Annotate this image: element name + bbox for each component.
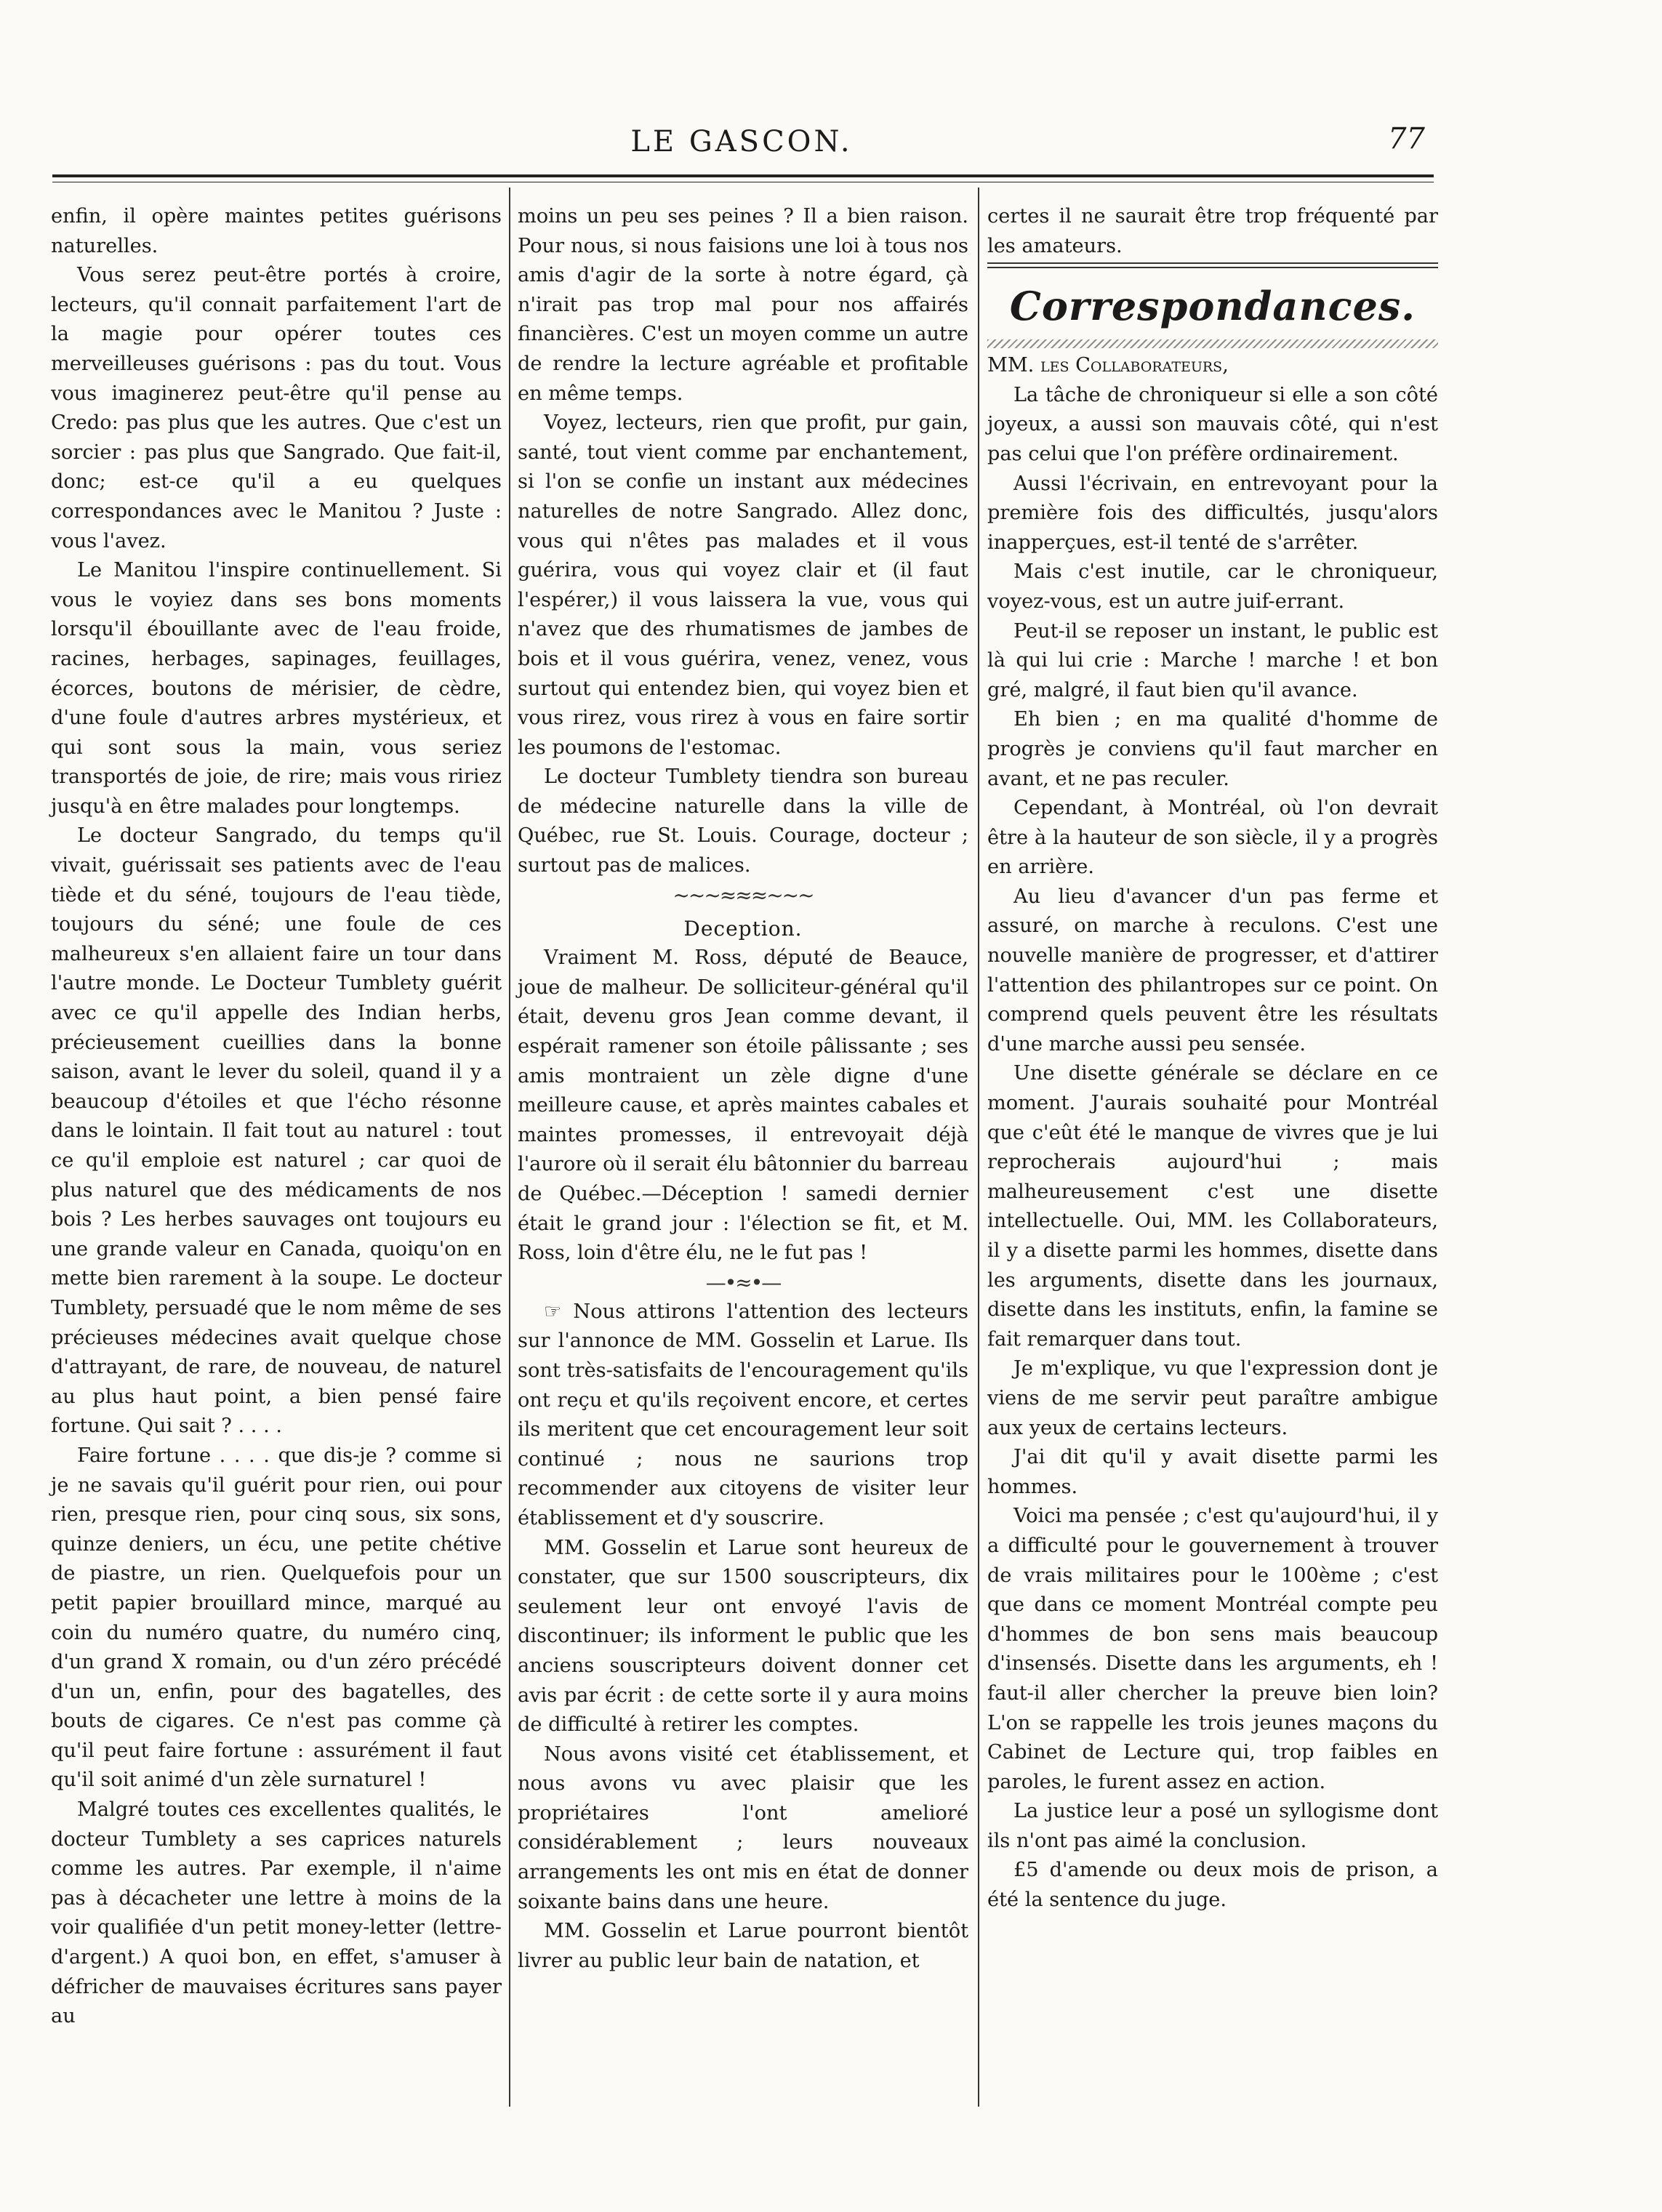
- column-separator-2: [978, 188, 979, 2107]
- paragraph: MM. Gosselin et Larue pourront bientôt livrer au public leur bain de natation, et: [518, 1920, 968, 1972]
- paragraph: Eh bien ; en ma qualité d'homme de progrès je conviens qu'il faut marcher en avant, et ne pas reculer.: [987, 708, 1438, 790]
- paragraph: Nous avons visité cet établissement, et nous avons vu avec plaisir que les propriétaires l'ont amelioré considérablement ; leurs nouveaux arrangements les ont mis en état de donner soixante bains dans une heure.: [518, 1742, 968, 1913]
- paragraph: Mais c'est inutile, car le chroniqueur, voyez-vous, est un autre juif-errant.: [987, 560, 1438, 613]
- paragraph: La tâche de chroniqueur si elle a son côté joyeux, a aussi son mauvais côté, qui n'est pas celui que l'on préfère ordinairement.: [987, 383, 1438, 465]
- column-3: [987, 202, 1438, 1915]
- article-correspondances: [987, 381, 1438, 1915]
- paragraph: Faire fortune . . . . que dis-je ? comme si je ne savais qu'il guérit pour rien, oui pour rien, presque rien, pour cinq sous, six sons, quinze deniers, un écu, une petite chétive de piastre, un rien. Quelquefois pour un petit papier brouillard mince, marqué au coin du numéro quatre, du numéro cinq, d'un grand X romain, ou d'un zéro précédé d'un un, enfin, pour des bagatelles, des bouts de cigares. Ce n'est pas comme çà qu'il peut faire fortune : assurément il faut qu'il soit animé d'un zèle surnaturel !: [51, 1444, 502, 1792]
- salutation: MM. les Collaborateurs,: [987, 354, 1229, 377]
- paragraph: La justice leur a posé un syllogisme dont ils n'ont pas aimé la conclusion.: [987, 1800, 1438, 1852]
- column-separator-1: [509, 188, 510, 2107]
- header-rule-thick: [52, 174, 1434, 177]
- paragraph: Voici ma pensée ; c'est qu'aujourd'hui, il y a difficulté pour le gouvernement à trouver de vrais militaires pour le 100ème ; c'est que dans ce moment Montréal compte peu d'hommes de bon sens mais beaucoup d'insensés. Disette dans les arguments, eh ! faut-il aller chercher la preuve bien loin? L'on se rappelle les trois jeunes maçons du Cabinet de Lecture qui, trop faibles en paroles, le furent assez en action.: [987, 1505, 1438, 1793]
- page-header: [58, 122, 1425, 169]
- article-deception: [518, 944, 968, 1268]
- paragraph: Le docteur Tumblety tiendra son bureau de médecine naturelle dans la ville de Québec, rue St. Louis. Courage, docteur ; surtout pas de malices.: [518, 765, 968, 877]
- ornamental-divider: ~~~≈≈≈~~~: [673, 882, 814, 907]
- double-rule: [987, 262, 1438, 268]
- page-number: 77: [1388, 122, 1425, 156]
- article-end: [987, 202, 1438, 261]
- wavy-rule: [987, 339, 1438, 348]
- small-divider: —•≈•—: [705, 1270, 781, 1295]
- paragraph: Vraiment M. Ross, député de Beauce, joue de malheur. De solliciteur-général qu'il était, devenu gros Jean comme devant, il espérait ramener son étoile pâlissante ; ses amis montraient un zèle digne d'une meilleure cause, et après maintes cabales et maintes promesses, il entrevoyait déjà l'aurore où il serait élu bâtonnier du barreau de Québec.—Déception ! samedi dernier était le grand jour : l'élection se fit, et M. Ross, loin d'être élu, ne le fut pas !: [518, 946, 968, 1265]
- paragraph: Le docteur Sangrado, du temps qu'il vivait, guérissait ses patients avec de l'eau tiède et du séné, toujours de l'eau tiède, toujours du séné; une foule de ces malheureux s'en allaient faire un tour dans l'autre monde. Le Docteur Tumblety guérit avec ce qu'il appelle des Indian herbs, précieusement cueillies dans la bonne saison, avant le lever du soleil, quand il y a beaucoup d'étoiles et que l'écho résonne dans le lointain. Il fait tout au naturel : tout ce qu'il emploie est naturel ; car quoi de plus naturel que des médicaments de nos bois ? Les herbes sauvages ont toujours eu une grande valeur en Canada, quoiqu'on en mette bien rarement à la soupe. Le docteur Tumblety, persuadé que le nom même de ses précieuses médecines avait quelque chose d'attrayant, de rare, de nouveau, de naturel au plus haut point, a bien pensé faire fortune. Qui sait ? . . . .: [51, 824, 502, 1438]
- paragraph: Peut-il se reposer un instant, le public est là qui lui crie : Marche ! marche ! et bon gré, malgré, il faut bien qu'il avance.: [987, 619, 1438, 701]
- paragraph: Cependant, à Montréal, où l'on devrait être à la hauteur de son siècle, il y a progrès en arrière.: [987, 797, 1438, 879]
- column-2: [518, 202, 968, 1976]
- paragraph: enfin, il opère maintes petites guérisons naturelles.: [51, 205, 502, 257]
- article-gosselin-larue: [518, 1298, 968, 1976]
- article-tumblety-end: [518, 202, 968, 881]
- paragraph: MM. Gosselin et Larue sont heureux de constater, que sur 1500 souscripteurs, dix seulement leur ont envoyé l'avis de discontinuer; ils informent le public que les anciens souscripteurs doivent donner cet avis par écrit : de cette sorte il y aura moins de difficulté à retirer les comptes.: [518, 1536, 968, 1737]
- paragraph: ☞ Nous attirons l'attention des lecteurs sur l'annonce de MM. Gosselin et Larue. Ils sont très-satisfaits de l'encouragement qu'ils ont reçu et qu'ils reçoivent encore, et certes ils meritent que cet encouragement leur soit continué ; nous ne saurions trop recommender aux citoyens de visiter leur établissement et d'y souscrire.: [518, 1300, 968, 1529]
- newspaper-title: LE GASCON.: [630, 125, 853, 158]
- deception-title: Deception.: [683, 916, 803, 941]
- paragraph: £5 d'amende ou deux mois de prison, a été la sentence du juge.: [987, 1859, 1438, 1912]
- paragraph: Malgré toutes ces excellentes qualités, le docteur Tumblety a ses caprices naturels comme les autres. Par exemple, il n'aime pas à décacheter une lettre à moins de la voir qualifiée d'un petit money-letter (lettre-d'argent.) A quoi bon, en effet, s'amuser à défricher de mauvaises écritures sans payer au: [51, 1798, 502, 2028]
- paragraph: moins un peu ses peines ? Il a bien raison. Pour nous, si nous faisions une loi à tous nos amis d'agir de la sorte à notre égard, çà n'irait pas trop mal pour nos affairés financières. C'est un moyen comme un autre de rendre la lecture agréable et profitable en même temps.: [518, 205, 968, 405]
- paragraph: certes il ne saurait être trop fréquenté par les amateurs.: [987, 205, 1438, 257]
- paragraph: Au lieu d'avancer d'un pas ferme et assuré, on marche à reculons. C'est une nouvelle manière de progresser, et d'attirer l'attention des philantropes sur ce point. On comprend quels peuvent être les résultats d'une marche aussi peu sensée.: [987, 885, 1438, 1055]
- paragraph: Une disette générale se déclare en ce moment. J'aurais souhaité pour Montréal que c'eût été le manque de vivres que je lui reprocherais aujourd'hui ; mais malheureusement c'est une disette intellectuelle. Oui, MM. les Collaborateurs, il y a disette parmi les hommes, disette dans les arguments, disette dans les journaux, disette dans les instituts, enfin, la famine se fait remarquer dans tout.: [987, 1062, 1438, 1351]
- column-1: [51, 202, 502, 2032]
- paragraph: Je m'explique, vu que l'expression dont je viens de me servir peut paraître ambigue aux yeux de certains lecteurs.: [987, 1357, 1438, 1439]
- paragraph: J'ai dit qu'il y avait disette parmi les hommes.: [987, 1446, 1438, 1498]
- correspondances-heading: Correspondances.: [1009, 283, 1416, 330]
- paragraph: Aussi l'écrivain, en entrevoyant pour la première fois des difficultés, jusqu'alors inapperçues, est-il tenté de s'arrêter.: [987, 472, 1438, 554]
- paragraph: Voyez, lecteurs, rien que profit, pur gain, santé, tout vient comme par enchantement, si l'on se confie un instant aux médecines naturelles de notre Sangrado. Allez donc, vous qui n'êtes pas malades et il vous guérira, vous qui voyez clair et (il faut l'espérer,) il vous laissera la vue, vous qui n'avez que des rhumatismes de jambes de bois et il vous guérira, venez, venez, vous surtout qui entendez bien, qui voyez bien et vous rirez, vous rirez à vous en faire sortir les poumons de l'estomac.: [518, 411, 968, 759]
- paragraph: Le Manitou l'inspire continuellement. Si vous le voyiez dans ses bons moments lorsqu'il ébouillante avec de l'eau froide, racines, herbages, sapinages, feuillages, écorces, boutons de mérisier, de cèdre, d'une foule d'autres arbres mystérieux, et qui sont sous la main, vous seriez transportés de joie, de rire; mais vous ririez jusqu'à en être malades pour longtemps.: [51, 559, 502, 818]
- paragraph: Vous serez peut-être portés à croire, lecteurs, qu'il connait parfaitement l'art de la magie pour opérer toutes ces merveilleuses guérisons : pas du tout. Vous vous imaginerez peut-être qu'il pense au Credo: pas plus que les autres. Que c'est un sorcier : pas plus que Sangrado. Que fait-il, donc; est-ce qu'il a eu quelques correspondances avec le Manitou ? Juste : vous l'avez.: [51, 264, 502, 552]
